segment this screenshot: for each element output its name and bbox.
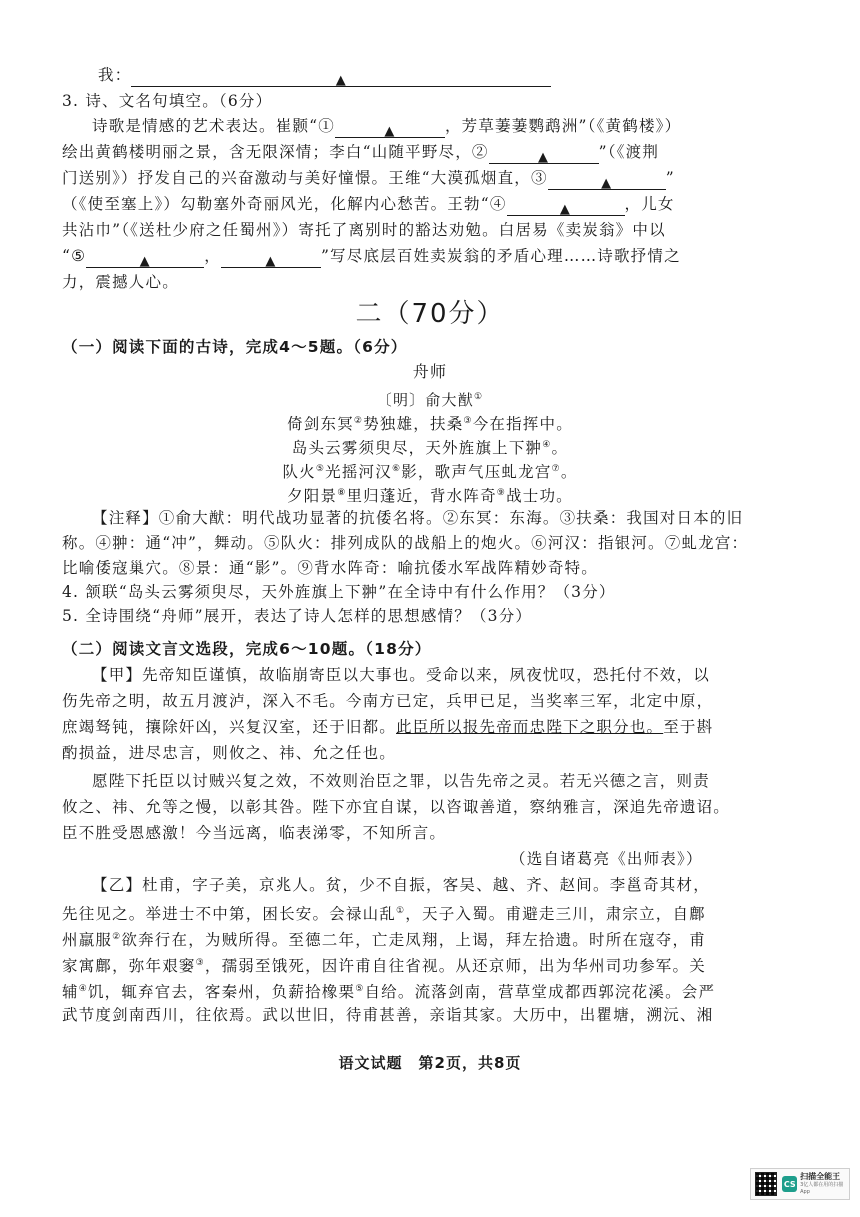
fill-line-3: 门送别》）抒发自己的兴奋激动与美好憧憬。王维“大漠孤烟直，③ ▲ ” xyxy=(62,169,675,191)
blank-2 xyxy=(489,143,599,164)
fill-line-5: 共沾巾”（《送杜少府之任蜀州》）寄托了离别时的豁达劝勉。白居易《卖炭翁》中以 xyxy=(62,221,666,239)
fill-line-1: 诗歌是情感的艺术表达。崔颢“① ▲ ，芳草萋萋鹦鹉洲”（《黄鹤楼》） xyxy=(92,117,682,139)
yi-line-3: 州羸服②欲奔行在，为贼所得。至德二年，亡走凤翔，上谒，拜左拾遗。时所在寇夺，甫 xyxy=(62,931,706,950)
note-line-3: 比喻倭寇巢穴。⑧景：通“影”。⑨背水阵奇：喻抗倭水军战阵精妙奇特。 xyxy=(62,559,598,577)
poem-line-4: 夕阳景⑧里归蓬近，背水阵奇⑨战士功。 xyxy=(287,487,573,506)
blank-3 xyxy=(548,169,666,190)
jia-line-2: 伤先帝之明，故五月渡泸，深入不毛。今南方已定，兵甲已足，当奖率三军，北定中原， xyxy=(62,692,714,710)
source-line: （选自诸葛亮《出师表》） xyxy=(510,850,703,868)
underlined-sentence: 此臣所以报先帝而忠陛下之职分也。 xyxy=(396,718,664,736)
blank-wo xyxy=(131,66,551,87)
poem-title: 舟师 xyxy=(412,362,448,381)
jia-line-1: 【甲】先帝知臣谨慎，故临崩寄臣以大事也。受命以来，夙夜忧叹，恐托付不效，以 xyxy=(92,666,710,684)
triangle-icon: ▲ xyxy=(265,253,277,269)
triangle-icon: ▲ xyxy=(335,72,347,88)
triangle-icon: ▲ xyxy=(538,149,550,165)
triangle-icon: ▲ xyxy=(559,201,572,217)
camscanner-badge xyxy=(750,1168,850,1200)
yi-line-6: 武节度剑南西川，往依焉。武以世旧，待甫甚善，亲诣其家。大历中，出瞿塘，溯沅、湘 xyxy=(62,1006,714,1024)
question-3-title: 3. 诗、文名句填空。（6分） xyxy=(62,92,273,110)
question-4: 4. 颔联“岛头云雾须臾尽，天外旌旗上下翀”在全诗中有什么作用？（3分） xyxy=(62,583,616,601)
note-line-2: 称。④翀：通“冲”，舞动。⑤队火：排列成队的战船上的炮火。⑥河汉：指银河。⑦虬龙宫： xyxy=(62,534,749,552)
note-line-1: 【注释】①俞大猷：明代战功显著的抗倭名将。②东冥：东海。③扶桑：我国对日本的旧 xyxy=(92,509,744,527)
camscanner-logo-icon: CS xyxy=(782,1176,797,1192)
qr-code-icon xyxy=(755,1172,777,1196)
yi-line-4: 家寓鄜，弥年艰窭③，孺弱至饿死，因许甫自往省视。从还京师，出为华州司功参军。关 xyxy=(62,957,706,976)
poem-line-1: 倚剑东冥②势独雄，扶桑③今在指挥中。 xyxy=(287,415,573,434)
blank-5b xyxy=(221,247,321,268)
label-wo: 我： xyxy=(98,66,132,84)
yi-line-5: 辅④饥，辄弃官去，客秦州，负薪拾橡栗⑤自给。流落剑南，营草堂成都西郭浣花溪。会严 xyxy=(62,983,716,1002)
answer-line-wo xyxy=(98,62,848,88)
subsection-2-title: （二）阅读文言文选段，完成6～10题。（18分） xyxy=(62,640,432,658)
fill-line-2: 绘出黄鹤楼明丽之景，含无限深情；李白“山随平野尽，② ▲ ”（《渡荆 xyxy=(62,143,660,165)
poem-line-3: 队火⑤光摇河汉⑥影，歌声气压虬龙宫⑦。 xyxy=(282,463,578,482)
blank-4 xyxy=(507,195,625,216)
blank-5a xyxy=(86,247,204,268)
jia-line-4: 酌损益，进尽忠言，则攸之、祎、允之任也。 xyxy=(62,744,397,762)
jia-line-5: 愿陛下托臣以讨贼兴复之效，不效则治臣之罪，以告先帝之灵。若无兴德之言，则责 xyxy=(92,772,710,790)
yi-line-2: 先往见之。举进士不中第，困长安。会禄山乱①，天子入蜀。甫避走三川，肃宗立，自鄜 xyxy=(62,905,706,924)
subsection-1-title: （一）阅读下面的古诗，完成4～5题。（6分） xyxy=(62,338,408,356)
blank-1 xyxy=(335,117,445,138)
triangle-icon: ▲ xyxy=(384,123,396,139)
fill-line-7: 力，震撼人心。 xyxy=(62,273,179,291)
question-5: 5. 全诗围绕“舟师”展开，表达了诗人怎样的思想感情？（3分） xyxy=(62,607,533,625)
badge-text: 扫描全能王 3亿人都在用的扫描App xyxy=(800,1172,844,1195)
jia-line-6: 攸之、祎、允等之慢，以彰其咎。陛下亦宜自谋，以咨诹善道，察纳雅言，深追先帝遗诏。 xyxy=(62,798,731,816)
yi-line-1: 【乙】杜甫，字子美，京兆人。贫，少不自振，客吴、越、齐、赵间。李邕奇其材， xyxy=(92,876,710,894)
jia-line-7: 臣不胜受恩感激！今当远离，临表涕零，不知所言。 xyxy=(62,824,447,842)
section-2-title: 二（70分） xyxy=(355,299,505,329)
triangle-icon: ▲ xyxy=(139,253,151,269)
poem-author: 〔明〕俞大猷① xyxy=(376,391,484,409)
jia-line-3: 庶竭驽钝，攘除奸凶，兴复汉室，还于旧都。此臣所以报先帝而忠陛下之职分也。至于斟 xyxy=(62,718,714,736)
triangle-icon: ▲ xyxy=(601,175,613,191)
fill-line-6: “⑤ ▲ ， ▲ ”写尽底层百姓卖炭翁的矛盾心理……诗歌抒情之 xyxy=(62,247,681,269)
poem-line-2: 岛头云雾须臾尽，天外旌旗上下翀④。 xyxy=(291,439,569,458)
fill-line-4: （《使至塞上》）勾勒塞外奇丽风光，化解内心愁苦。王勃“④ ▲ ，儿女 xyxy=(62,195,675,217)
page-footer: 语文试题 第2页，共8页 xyxy=(338,1054,522,1072)
